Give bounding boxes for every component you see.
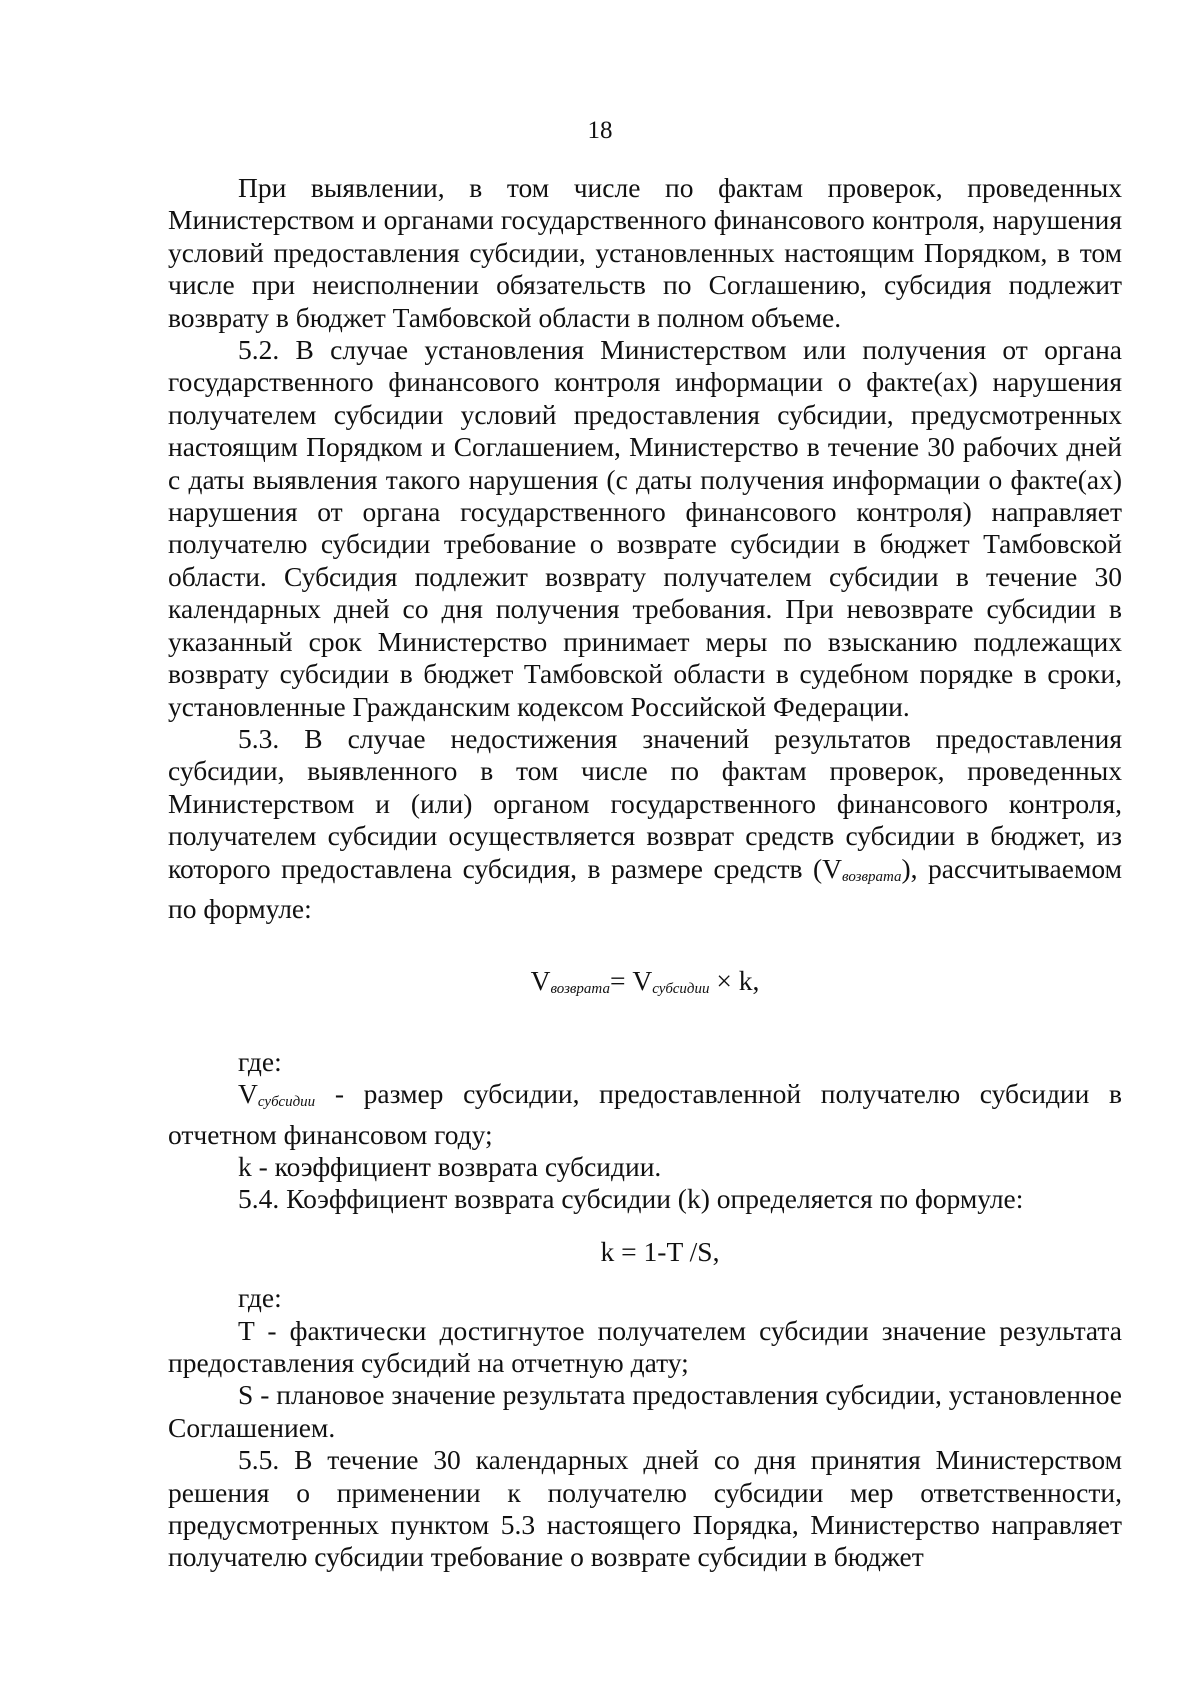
definition-t: T - фактически достигнутое получателем субсидии значение результата предоставления субсидий на отчетную дату; [168,1314,1122,1378]
formula-sub-vozvrata: возврата [550,981,610,998]
subscript-vozvrata: возврата [842,868,902,885]
formula-equals-v: = V [609,965,653,997]
paragraph-violation-return: При выявлении, в том числе по фактам проверок, проведенных Министерством и органами государственного финансового контроля, нарушения условий предоставления субсидии, установленных настоящим Порядком, в том числе при неисполнении обязательств по Соглашению, субсидия подлежит возврату в бюджет Тамбовской области в полном объеме. [168,172,1122,333]
formula-sub-subsidii: субсидии [652,981,710,998]
paragraph-5-3-text: 5.3. В случае недостижения значений результатов предоставления субсидии, выявленного в том числе по фактам проверок, проведенных Министерством и (или) органом государственного финансового контроля, получателем субсидии осуществляется возврат средств субсидии в бюджет, из которого предоставлена субсидия, в размере средств (V [168,722,1122,884]
formula-v: V [530,965,551,997]
page-number: 18 [587,117,613,144]
where-label-1: где: [238,1045,282,1077]
definition-k: k - коэффициент возврата субсидии. [238,1150,662,1182]
paragraph-5-5: 5.5. В течение 30 календарных дней со дня принятия Министерством решения о применении к получателю субсидии мер ответственности, предусмотренных пунктом 5.3 настоящего Порядка, Министерство направляет получателю субсидии требование о возврате субсидии в бюджет [168,1444,1122,1573]
paragraph-5-3-tail: ), рассчитываемом по формуле: [168,852,1122,924]
definition-v-sub: субсидии [257,1094,316,1111]
formula-times-k: × k, [709,965,760,997]
definition-v-text: - размер субсидии, предоставленной получателю субсидии в отчетном финансовом году; [168,1078,1122,1150]
definition-v-letter: V [238,1078,258,1110]
definition-v-subsidii [168,1078,1122,1151]
paragraph-5-2: 5.2. В случае установления Министерством или получения от органа государственного финансового контроля информации о факте(ах) нарушения получателем субсидии условий предоставления субсидии, предусмотренных настоящим Порядком и Соглашением, Министерство в течение 30 рабочих дней с даты выявления такого нарушения (с даты получения информации о факте(ах) нарушения от органа государственного финансового контроля) направляет получателю субсидии требование о возврате субсидии в бюджет Тамбовской области. Субсидия подлежит возврату получателем субсидии в течение 30 календарных дней со дня получения требования. При невозврате субсидии в указанный срок Министерство принимает меры по взысканию подлежащих возврату субсидии в бюджет Тамбовской области в судебном порядке в сроки, установленные Гражданским кодексом Российской Федерации. [168,334,1122,722]
where-label-2: где: [238,1282,282,1314]
paragraph-5-4: 5.4. Коэффициент возврата субсидии (k) определяется по формуле: [238,1183,1024,1215]
document-body [168,172,1122,1574]
formula-coefficient: k = 1-T /S, [600,1235,720,1267]
definition-s: S - плановое значение результата предоставления субсидии, установленное Соглашением. [168,1379,1122,1443]
formula-return-amount [168,965,1122,1005]
paragraph-5-3 [168,723,1122,925]
